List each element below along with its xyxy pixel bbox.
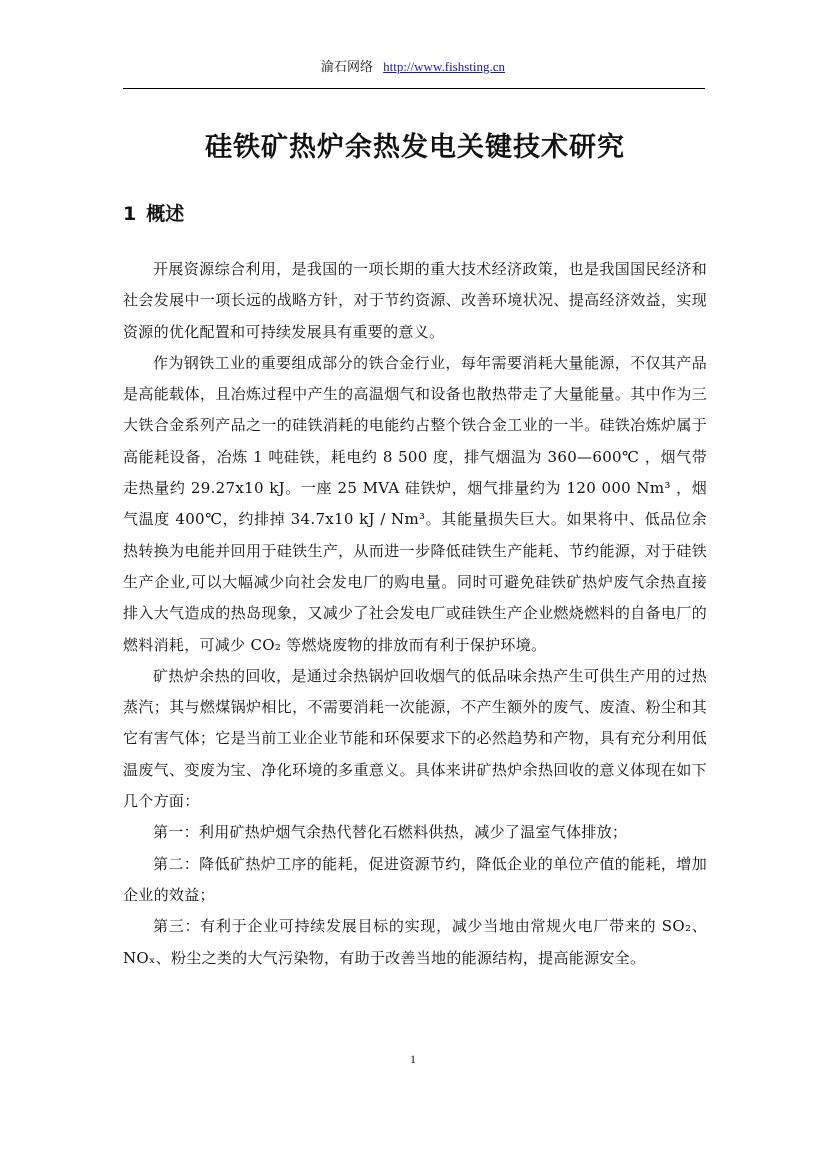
page-header	[0, 58, 826, 77]
header-divider	[123, 88, 705, 89]
section-number: 1	[123, 203, 137, 225]
paragraph: 作为钢铁工业的重要组成部分的铁合金行业，每年需要消耗大量能源，不仅其产品是高能载体，且冶炼过程中产生的高温烟气和设备也散热带走了大量能量。其中作为三大铁合金系列产品之一的硅铁消耗的电能约占整个铁合金工业的一半。硅铁冶炼炉属于高能耗设备，冶炼 1 吨硅铁，耗电约 8 500 度，排气烟温为 360—600℃ ，烟气带走热量约 29.27x10 kJ。一座 25 MVA 硅铁炉，烟气排量约为 120 000 Nm³ ，烟气温度 400℃，约排掉 34.7x10 kJ / Nm³。其能量损失巨大。如果将中、低品位余热转换为电能并回用于硅铁生产，从而进一步降低硅铁生产能耗、节约能源，对于硅铁生产企业,可以大幅减少向社会发电厂的购电量。同时可避免硅铁矿热炉废气余热直接排入大气造成的热岛现象，又减少了社会发电厂或硅铁生产企业燃烧燃料的自备电厂的燃料消耗，可减少 CO₂ 等燃烧废物的排放而有利于保护环境。	[123, 353, 707, 654]
paragraph: 第三：有利于企业可持续发展目标的实现，减少当地由常规火电厂带来的 SO₂、NOₓ、粉尘之类的大气污染物，有助于改善当地的能源结构，提高能源安全。	[123, 917, 707, 967]
section-title: 概述	[146, 203, 185, 225]
paragraph: 开展资源综合利用，是我国的一项长期的重大技术经济政策，也是我国国民经济和社会发展中一项长远的战略方针，对于节约资源、改善环境状况、提高经济效益，实现资源的优化配置和可持续发展具有重要的意义。	[123, 260, 707, 341]
paragraph: 第一：利用矿热炉烟气余热代替化石燃料供热，减少了温室气体排放；	[153, 823, 628, 842]
paragraph: 矿热炉余热的回收，是通过余热锅炉回收烟气的低品味余热产生可供生产用的过热蒸汽；其与燃煤锅炉相比，不需要消耗一次能源，不产生额外的废气、废渣、粉尘和其它有害气体；它是当前工业企业节能和环保要求下的必然趋势和产物，具有充分利用低温废气、变废为宝、净化环境的多重意义。具体来讲矿热炉余热回收的意义体现在如下几个方面：	[123, 666, 707, 811]
section-heading	[123, 200, 184, 228]
document-body	[123, 254, 707, 974]
document-title: 硅铁矿热炉余热发电关键技术研究	[205, 132, 625, 163]
site-url-link[interactable]: http://www.fishsting.cn	[383, 59, 506, 74]
site-name: 渝石网络	[320, 60, 373, 75]
page-number: 1	[410, 1052, 416, 1066]
paragraph: 第二：降低矿热炉工序的能耗，促进资源节约，降低企业的单位产值的能耗，增加企业的效益；	[123, 854, 707, 904]
